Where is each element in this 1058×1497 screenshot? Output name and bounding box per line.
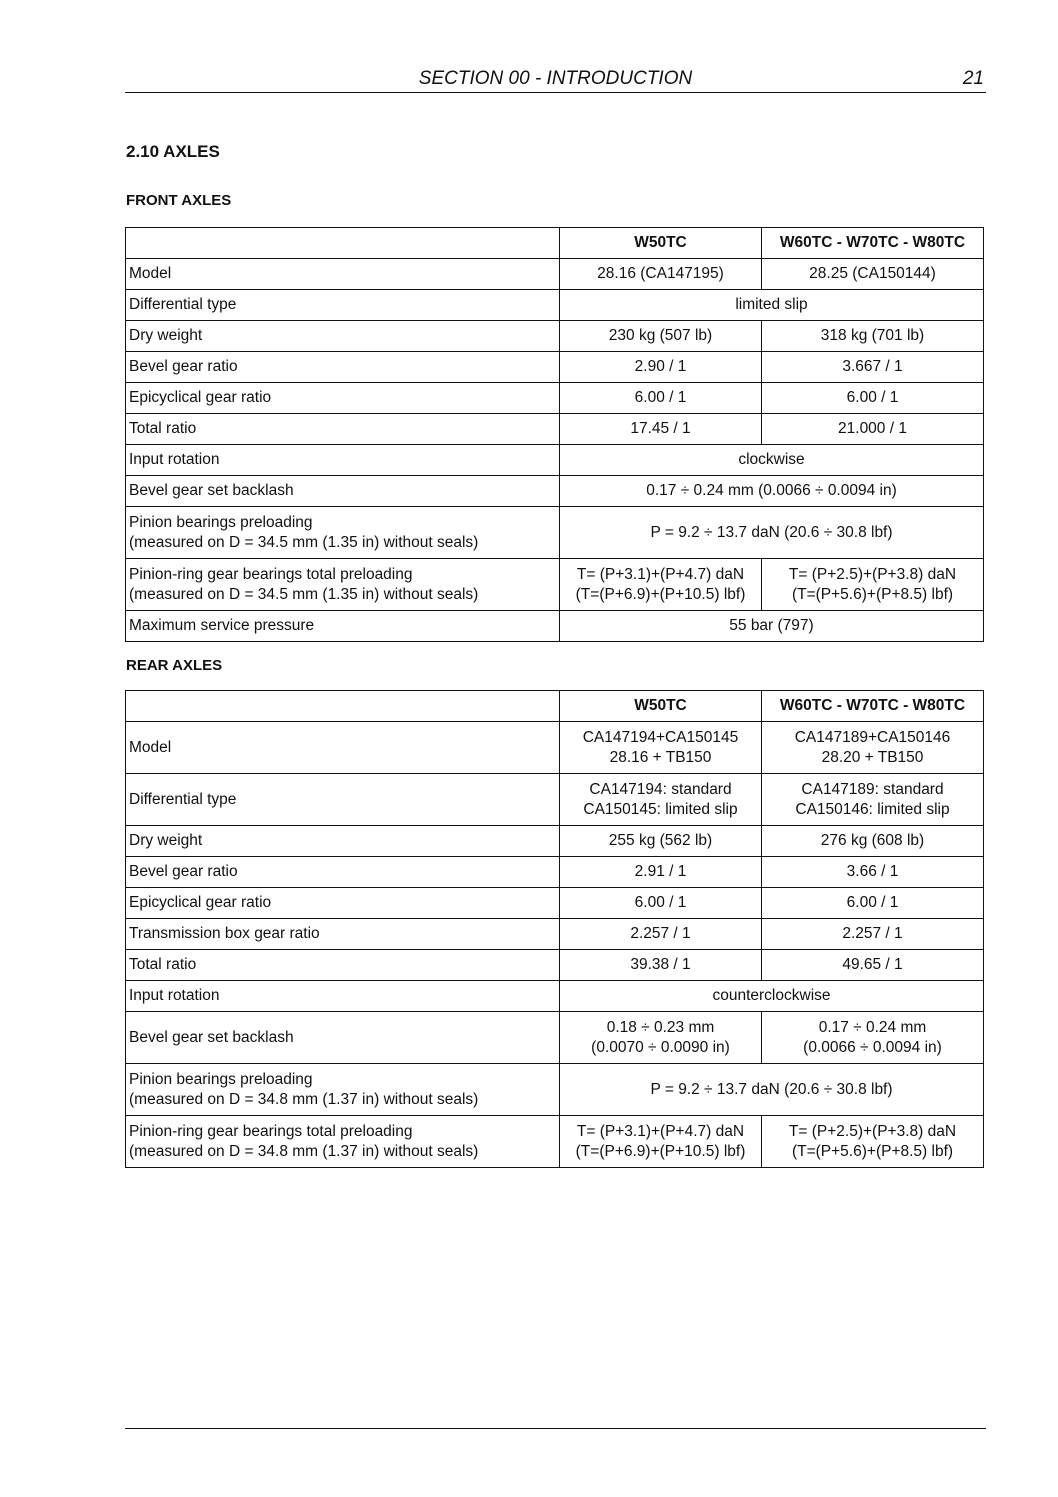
cell-line: Pinion bearings preloading [129, 1070, 313, 1088]
cell-line: 28.16 + TB150 [609, 748, 712, 766]
front-axles-title: FRONT AXLES [126, 192, 232, 209]
cell-line: Bevel gear set backlash [129, 482, 294, 499]
value-cell-w60tc-w70tc-w80tc [762, 321, 984, 352]
table-header-row [126, 228, 984, 259]
cell-line: 0.17 ÷ 0.24 mm [818, 1018, 927, 1036]
cell-line: Bevel gear set backlash [129, 1028, 294, 1046]
cell-line: CA147194+CA150145 [582, 728, 739, 746]
value-cell-w60tc-w70tc-w80tc [762, 950, 984, 981]
table-row [126, 722, 984, 774]
cell-line: CA147194: standard [589, 780, 732, 798]
value-cell-w50tc [560, 383, 762, 414]
header-blank-cell [126, 228, 560, 259]
page-number: 21 [962, 68, 984, 89]
cell-line: Bevel gear ratio [129, 863, 238, 880]
parameter-cell [126, 559, 560, 611]
cell-line: T= (P+2.5)+(P+3.8) daN [788, 565, 957, 583]
table-row [126, 611, 984, 642]
table-row [126, 981, 984, 1012]
table-row [126, 919, 984, 950]
cell-line: 6.00 / 1 [846, 894, 899, 911]
section-title: 2.10 AXLES [126, 142, 220, 161]
cell-line: limited slip [735, 296, 808, 313]
table-row [126, 857, 984, 888]
value-cell-w60tc-w70tc-w80tc [762, 383, 984, 414]
table-row [126, 383, 984, 414]
cell-line: 6.00 / 1 [634, 389, 687, 406]
value-cell-shared [560, 476, 984, 507]
table-row [126, 259, 984, 290]
parameter-cell [126, 888, 560, 919]
cell-line: Total ratio [129, 420, 197, 437]
cell-line: Epicyclical gear ratio [129, 894, 272, 911]
value-cell-w60tc-w70tc-w80tc [762, 722, 984, 774]
column-header-w60tc-w70tc-w80tc: W60TC - W70TC - W80TC [762, 228, 984, 259]
value-cell-w60tc-w70tc-w80tc [762, 352, 984, 383]
cell-line: 2.90 / 1 [634, 358, 687, 375]
header-blank-cell [126, 691, 560, 722]
parameter-cell [126, 259, 560, 290]
value-cell-w50tc [560, 414, 762, 445]
table-row [126, 826, 984, 857]
table-row [126, 950, 984, 981]
front-axles-table [125, 227, 984, 642]
cell-line: (0.0066 ÷ 0.0094 in) [803, 1038, 942, 1056]
table-row [126, 559, 984, 611]
column-header-w60tc-w70tc-w80tc: W60TC - W70TC - W80TC [762, 691, 984, 722]
parameter-cell [126, 352, 560, 383]
table-row [126, 414, 984, 445]
cell-line: 0.18 ÷ 0.23 mm [606, 1018, 715, 1036]
value-cell-w50tc [560, 774, 762, 826]
table-row [126, 1012, 984, 1064]
cell-line: 230 kg (507 lb) [608, 327, 713, 344]
cell-line: (T=(P+5.6)+(P+8.5) lbf) [791, 585, 954, 603]
value-cell-w60tc-w70tc-w80tc [762, 888, 984, 919]
cell-line: 55 bar (797) [729, 617, 814, 634]
cell-line: Total ratio [129, 956, 197, 973]
cell-line: 2.91 / 1 [634, 863, 687, 880]
table-row [126, 352, 984, 383]
table-row [126, 290, 984, 321]
cell-line: (T=(P+6.9)+(P+10.5) lbf) [575, 585, 746, 603]
rear-axles-table [125, 690, 984, 1168]
cell-line: 28.25 (CA150144) [809, 265, 936, 282]
table-row [126, 445, 984, 476]
value-cell-w60tc-w70tc-w80tc [762, 826, 984, 857]
cell-line: CA150145: limited slip [583, 800, 738, 818]
cell-line: P = 9.2 ÷ 13.7 daN (20.6 ÷ 30.8 lbf) [650, 1080, 893, 1098]
value-cell-shared [560, 1064, 984, 1116]
value-cell-w60tc-w70tc-w80tc [762, 414, 984, 445]
parameter-cell [126, 774, 560, 826]
cell-line: Bevel gear ratio [129, 358, 238, 375]
value-cell-shared [560, 507, 984, 559]
cell-line: 39.38 / 1 [630, 956, 691, 973]
cell-line: 21.000 / 1 [838, 420, 907, 437]
value-cell-shared [560, 290, 984, 321]
parameter-cell [126, 507, 560, 559]
value-cell-w60tc-w70tc-w80tc [762, 559, 984, 611]
parameter-cell [126, 1116, 560, 1168]
table-row [126, 321, 984, 352]
value-cell-w60tc-w70tc-w80tc [762, 857, 984, 888]
cell-line: 2.257 / 1 [630, 925, 691, 942]
value-cell-w50tc [560, 950, 762, 981]
cell-line: Model [129, 738, 172, 756]
cell-line: Input rotation [129, 451, 220, 468]
parameter-cell [126, 826, 560, 857]
cell-line: CA147189: standard [801, 780, 944, 798]
value-cell-w50tc [560, 888, 762, 919]
cell-line: 0.17 ÷ 0.24 mm (0.0066 ÷ 0.0094 in) [646, 482, 897, 499]
table-row [126, 888, 984, 919]
parameter-cell [126, 414, 560, 445]
cell-line: Maximum service pressure [129, 617, 315, 634]
parameter-cell [126, 476, 560, 507]
cell-line: T= (P+3.1)+(P+4.7) daN [576, 1122, 745, 1140]
value-cell-shared [560, 981, 984, 1012]
value-cell-shared [560, 611, 984, 642]
value-cell-w50tc [560, 321, 762, 352]
cell-line: Dry weight [129, 327, 203, 344]
cell-line: (measured on D = 34.5 mm (1.35 in) without seals) [129, 533, 479, 551]
cell-line: Differential type [129, 296, 237, 313]
table-row [126, 1116, 984, 1168]
parameter-cell [126, 919, 560, 950]
cell-line: (measured on D = 34.8 mm (1.37 in) without seals) [129, 1090, 479, 1108]
cell-line: T= (P+3.1)+(P+4.7) daN [576, 565, 745, 583]
parameter-cell [126, 445, 560, 476]
cell-line: counterclockwise [712, 987, 831, 1004]
cell-line: (measured on D = 34.8 mm (1.37 in) without seals) [129, 1142, 479, 1160]
table-row [126, 507, 984, 559]
value-cell-w50tc [560, 1116, 762, 1168]
page-header [125, 66, 986, 93]
cell-line: Pinion bearings preloading [129, 513, 313, 531]
value-cell-w50tc [560, 826, 762, 857]
cell-line: Model [129, 265, 172, 282]
cell-line: 49.65 / 1 [842, 956, 903, 973]
cell-line: 318 kg (701 lb) [820, 327, 925, 344]
parameter-cell [126, 950, 560, 981]
table-row [126, 476, 984, 507]
value-cell-w50tc [560, 259, 762, 290]
value-cell-shared [560, 445, 984, 476]
cell-line: CA147189+CA150146 [794, 728, 951, 746]
footer-rule [125, 1428, 986, 1429]
cell-line: 3.66 / 1 [846, 863, 899, 880]
value-cell-w50tc [560, 352, 762, 383]
parameter-cell [126, 383, 560, 414]
value-cell-w60tc-w70tc-w80tc [762, 919, 984, 950]
value-cell-w60tc-w70tc-w80tc [762, 774, 984, 826]
parameter-cell [126, 290, 560, 321]
cell-line: CA150146: limited slip [795, 800, 950, 818]
cell-line: Pinion-ring gear bearings total preloading [129, 1122, 413, 1140]
value-cell-w50tc [560, 1012, 762, 1064]
column-header-w50tc: W50TC [560, 691, 762, 722]
table-row [126, 774, 984, 826]
cell-line: 6.00 / 1 [846, 389, 899, 406]
cell-line: (T=(P+6.9)+(P+10.5) lbf) [575, 1142, 746, 1160]
cell-line: clockwise [738, 451, 805, 468]
cell-line: (T=(P+5.6)+(P+8.5) lbf) [791, 1142, 954, 1160]
cell-line: 2.257 / 1 [842, 925, 903, 942]
parameter-cell [126, 1012, 560, 1064]
rear-axles-title: REAR AXLES [126, 657, 223, 674]
cell-line: 276 kg (608 lb) [820, 832, 925, 849]
value-cell-w50tc [560, 722, 762, 774]
cell-line: (0.0070 ÷ 0.0090 in) [591, 1038, 730, 1056]
value-cell-w50tc [560, 919, 762, 950]
cell-line: Dry weight [129, 832, 203, 849]
parameter-cell [126, 321, 560, 352]
cell-line: Input rotation [129, 987, 220, 1004]
parameter-cell [126, 1064, 560, 1116]
cell-line: 28.20 + TB150 [821, 748, 924, 766]
cell-line: 255 kg (562 lb) [608, 832, 713, 849]
cell-line: Pinion-ring gear bearings total preloading [129, 565, 413, 583]
table-header-row [126, 691, 984, 722]
cell-line: T= (P+2.5)+(P+3.8) daN [788, 1122, 957, 1140]
cell-line: (measured on D = 34.5 mm (1.35 in) without seals) [129, 585, 479, 603]
cell-line: P = 9.2 ÷ 13.7 daN (20.6 ÷ 30.8 lbf) [650, 523, 893, 541]
value-cell-w60tc-w70tc-w80tc [762, 259, 984, 290]
cell-line: Differential type [129, 790, 237, 808]
cell-line: 17.45 / 1 [630, 420, 691, 437]
parameter-cell [126, 857, 560, 888]
cell-line: 3.667 / 1 [842, 358, 903, 375]
value-cell-w50tc [560, 559, 762, 611]
value-cell-w60tc-w70tc-w80tc [762, 1116, 984, 1168]
value-cell-w60tc-w70tc-w80tc [762, 1012, 984, 1064]
cell-line: Epicyclical gear ratio [129, 389, 272, 406]
column-header-w50tc: W50TC [560, 228, 762, 259]
cell-line: 28.16 (CA147195) [597, 265, 724, 282]
value-cell-w50tc [560, 857, 762, 888]
parameter-cell [126, 981, 560, 1012]
parameter-cell [126, 722, 560, 774]
header-title: SECTION 00 - INTRODUCTION [418, 68, 693, 89]
parameter-cell [126, 611, 560, 642]
cell-line: 6.00 / 1 [634, 894, 687, 911]
cell-line: Transmission box gear ratio [129, 925, 320, 942]
table-row [126, 1064, 984, 1116]
